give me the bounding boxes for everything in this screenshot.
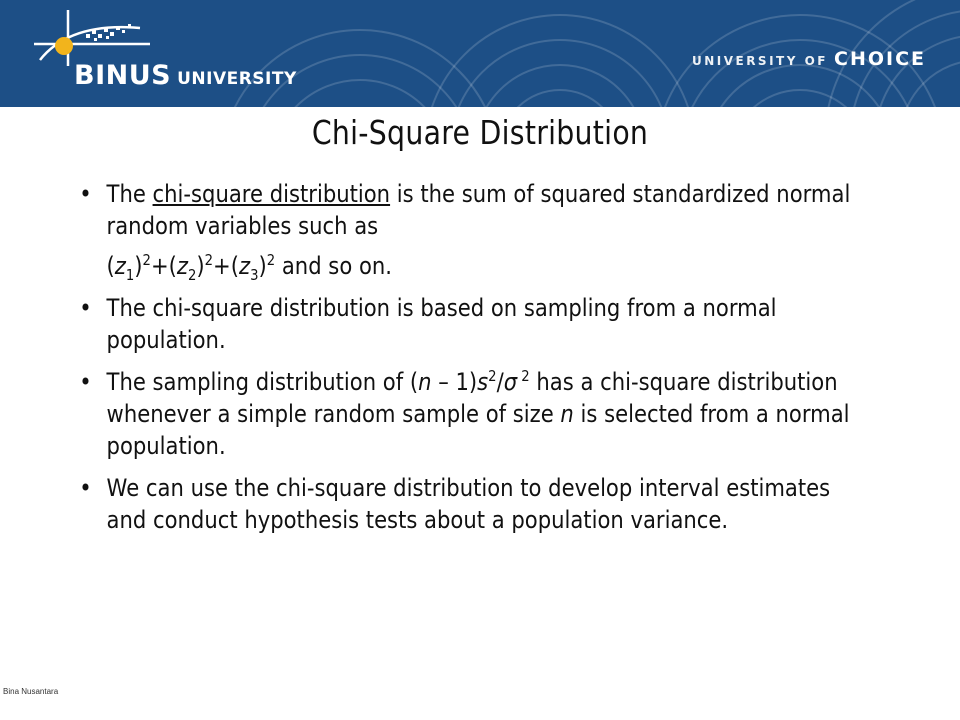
binus-logo [30,10,297,100]
bullet-item-3 [74,366,863,462]
bullet-item-2 [74,292,863,356]
bullet-2-text: The chi-square distribution is based on sampling from a normal population. [106,294,777,354]
bullet-4-text: We can use the chi-square distribution to develop interval estimates and conduct hypothesis tests about a population variance. [106,474,831,534]
header-banner [0,0,960,107]
bullet-dot-icon: • [79,474,92,502]
slide-title: Chi-Square Distribution [311,113,649,152]
chi-square-distribution-link[interactable]: chi-square distribution [152,180,391,208]
logo-brand-text: BINUS [74,60,172,91]
bullet-1-pre: The [106,180,153,208]
bullet-item-4 [74,472,863,536]
bullet-dot-icon: • [79,180,92,208]
bullet-item-1 [74,178,863,282]
bullet-dot-icon: • [79,368,92,396]
logo-wordmark [74,60,297,91]
formula-sum-of-squares: $(z_1)^2+(z_2)^2+(z_3)^2$ and so on. [106,251,392,284]
footer-text: Bina Nusantara [3,687,59,696]
tagline-choice: CHOICE [834,48,926,70]
logo-university-text: UNIVERSITY [177,69,297,89]
bullet-list [74,178,874,546]
tagline [692,48,926,70]
bullet-dot-icon: • [79,294,92,322]
bullet-3-text: The sampling distribution of $(n - 1)s^2/\sigma$ $^2$ has a chi-square distribution whenever a simple random sample of size n is selected from a normal population. [106,367,850,460]
bullet-1-post: is the sum of squared standardized normal random variables such as [106,180,851,240]
tagline-small: UNIVERSITY OF [691,54,828,68]
